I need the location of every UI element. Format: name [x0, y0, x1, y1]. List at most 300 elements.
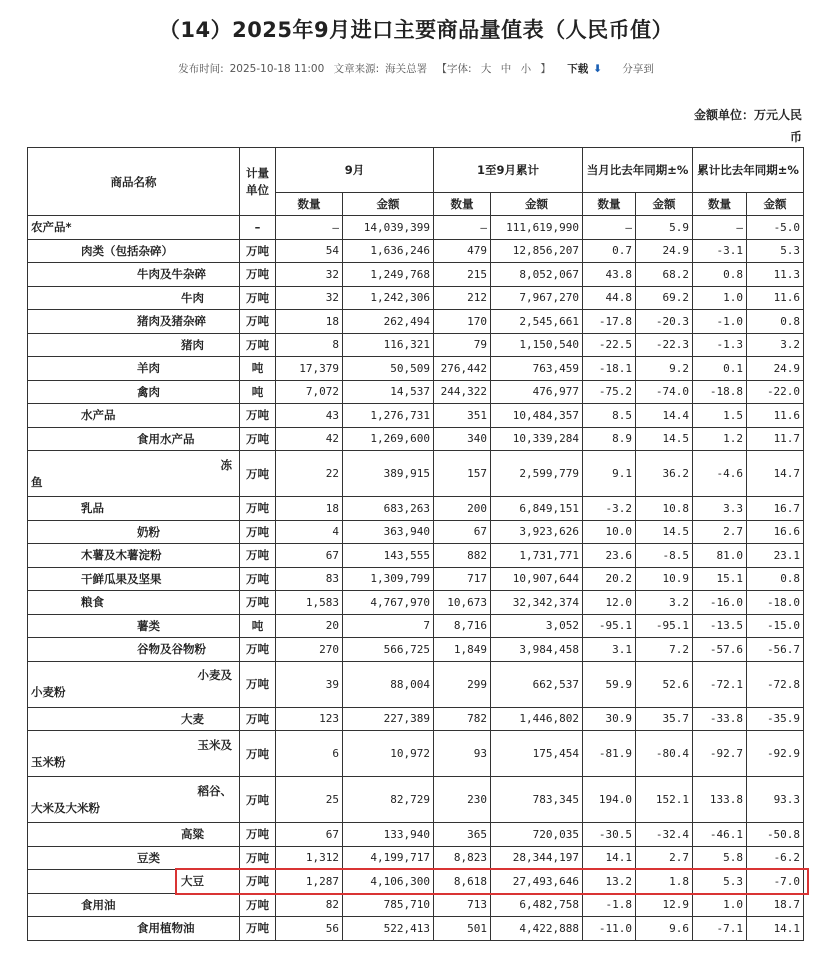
ytd-yoy-amt-cell: -50.8 [747, 823, 804, 847]
table-row [28, 427, 804, 451]
measure-unit: 万吨 [240, 870, 276, 894]
ytd-amt-cell: 1,446,802 [491, 707, 583, 731]
month-yoy-amt-cell: -74.0 [636, 380, 693, 404]
month-yoy-qty-cell: 0.7 [583, 239, 636, 263]
ytd-amt-cell: 10,484,357 [491, 404, 583, 428]
ytd-yoy-amt-cell: 14.7 [747, 451, 804, 497]
ytd-amt-cell: 6,482,758 [491, 893, 583, 917]
month-yoy-qty-cell: -81.9 [583, 731, 636, 777]
ytd-yoy-amt-cell: -6.2 [747, 846, 804, 870]
font-medium-button[interactable]: 中 [500, 63, 512, 75]
sep-qty-cell: 270 [276, 638, 343, 662]
table-row [28, 239, 804, 263]
ytd-yoy-amt-cell: 16.7 [747, 497, 804, 521]
sep-amt-cell: 1,242,306 [343, 286, 434, 310]
table-row [28, 591, 804, 615]
publish-label: 发布时间: [178, 63, 224, 75]
ytd-amt-cell: 783,345 [491, 777, 583, 823]
sep-amt-cell: 522,413 [343, 917, 434, 941]
commodity-name: 高粱 [28, 823, 240, 847]
month-yoy-amt-cell: 36.2 [636, 451, 693, 497]
ytd-yoy-amt-cell: 24.9 [747, 357, 804, 381]
ytd-yoy-qty-cell: 5.3 [693, 870, 747, 894]
month-yoy-amt-cell: -32.4 [636, 823, 693, 847]
ytd-yoy-qty-cell: – [693, 216, 747, 240]
table-row [28, 544, 804, 568]
table-row [28, 638, 804, 662]
month-yoy-amt-cell: 14.5 [636, 427, 693, 451]
commodity-name [28, 731, 240, 777]
ytd-qty-cell: 365 [434, 823, 491, 847]
sep-amt-cell: 566,725 [343, 638, 434, 662]
commodity-name: 牛肉 [28, 286, 240, 310]
font-size-close: 】 [540, 63, 551, 75]
measure-unit: 万吨 [240, 239, 276, 263]
commodity-name: 奶粉 [28, 520, 240, 544]
sep-qty-cell: 18 [276, 497, 343, 521]
ytd-qty-cell: 351 [434, 404, 491, 428]
ytd-qty-cell: 276,442 [434, 357, 491, 381]
ytd-amt-cell: 3,923,626 [491, 520, 583, 544]
font-small-button[interactable]: 小 [520, 63, 532, 75]
ytd-qty-cell: 8,618 [434, 870, 491, 894]
measure-unit: 万吨 [240, 310, 276, 334]
ytd-yoy-amt-cell: 0.8 [747, 310, 804, 334]
import-commodity-table [27, 147, 804, 941]
ytd-yoy-qty-cell: -16.0 [693, 591, 747, 615]
month-yoy-qty-cell: -3.2 [583, 497, 636, 521]
ytd-yoy-amt-cell: 11.3 [747, 263, 804, 287]
commodity-name: 猪肉 [28, 333, 240, 357]
download-link[interactable]: 下载 [567, 63, 589, 75]
commodity-name: 大豆 [28, 870, 240, 894]
table-row [28, 497, 804, 521]
measure-unit: 万吨 [240, 917, 276, 941]
ytd-amt-cell: 28,344,197 [491, 846, 583, 870]
sep-qty-cell: 6 [276, 731, 343, 777]
commodity-name: 食用植物油 [28, 917, 240, 941]
measure-unit: 万吨 [240, 777, 276, 823]
sep-amt-cell: 389,915 [343, 451, 434, 497]
header-amt: 金额 [636, 193, 693, 216]
month-yoy-qty-cell: -17.8 [583, 310, 636, 334]
sep-qty-cell: 67 [276, 544, 343, 568]
ytd-amt-cell: 662,537 [491, 661, 583, 707]
ytd-qty-cell: 882 [434, 544, 491, 568]
sep-amt-cell: 82,729 [343, 777, 434, 823]
ytd-amt-cell: 32,342,374 [491, 591, 583, 615]
header-unit: 计量单位 [240, 148, 276, 216]
ytd-amt-cell: 720,035 [491, 823, 583, 847]
sep-qty-cell: 8 [276, 333, 343, 357]
table-row [28, 661, 804, 707]
month-yoy-amt-cell: -22.3 [636, 333, 693, 357]
table-row [28, 380, 804, 404]
ytd-qty-cell: 93 [434, 731, 491, 777]
share-link[interactable]: 分享到 [622, 63, 654, 75]
measure-unit: 万吨 [240, 707, 276, 731]
month-yoy-amt-cell: 12.9 [636, 893, 693, 917]
sep-amt-cell: 50,509 [343, 357, 434, 381]
ytd-yoy-amt-cell: 23.1 [747, 544, 804, 568]
measure-unit: 万吨 [240, 263, 276, 287]
month-yoy-amt-cell: 69.2 [636, 286, 693, 310]
commodity-name: 豆类 [28, 846, 240, 870]
month-yoy-amt-cell: -80.4 [636, 731, 693, 777]
header-september: 9月 [276, 148, 434, 193]
ytd-yoy-amt-cell: -18.0 [747, 591, 804, 615]
month-yoy-qty-cell: 20.2 [583, 567, 636, 591]
month-yoy-qty-cell: 14.1 [583, 846, 636, 870]
month-yoy-qty-cell: -30.5 [583, 823, 636, 847]
ytd-yoy-amt-cell: -35.9 [747, 707, 804, 731]
sep-qty-cell: 32 [276, 286, 343, 310]
commodity-name: 猪肉及猪杂碎 [28, 310, 240, 334]
ytd-qty-cell: 713 [434, 893, 491, 917]
commodity-name: 农产品* [28, 216, 240, 240]
measure-unit: 万吨 [240, 591, 276, 615]
sep-qty-cell: 4 [276, 520, 343, 544]
ytd-qty-cell: 215 [434, 263, 491, 287]
ytd-qty-cell: 501 [434, 917, 491, 941]
sep-amt-cell: 14,039,399 [343, 216, 434, 240]
table-row-highlighted [28, 870, 804, 894]
ytd-yoy-qty-cell: 81.0 [693, 544, 747, 568]
sep-qty-cell: 43 [276, 404, 343, 428]
ytd-yoy-amt-cell: 18.7 [747, 893, 804, 917]
sep-amt-cell: 363,940 [343, 520, 434, 544]
ytd-amt-cell: 2,545,661 [491, 310, 583, 334]
ytd-yoy-qty-cell: -33.8 [693, 707, 747, 731]
commodity-name [28, 661, 240, 707]
ytd-qty-cell: 8,823 [434, 846, 491, 870]
article-meta [0, 61, 832, 76]
measure-unit: 万吨 [240, 333, 276, 357]
ytd-yoy-qty-cell: -46.1 [693, 823, 747, 847]
header-qty: 数量 [434, 193, 491, 216]
month-yoy-amt-cell: 14.4 [636, 404, 693, 428]
month-yoy-qty-cell: 13.2 [583, 870, 636, 894]
ytd-yoy-amt-cell: 11.7 [747, 427, 804, 451]
table-row [28, 286, 804, 310]
table-row [28, 893, 804, 917]
measure-unit: 万吨 [240, 451, 276, 497]
sep-qty-cell: 1,287 [276, 870, 343, 894]
ytd-yoy-amt-cell: 11.6 [747, 404, 804, 428]
month-yoy-amt-cell: 68.2 [636, 263, 693, 287]
table-row [28, 310, 804, 334]
measure-unit: 万吨 [240, 661, 276, 707]
sep-amt-cell: 88,004 [343, 661, 434, 707]
month-yoy-qty-cell: 59.9 [583, 661, 636, 707]
measure-unit: 万吨 [240, 731, 276, 777]
table-row [28, 567, 804, 591]
measure-unit: 吨 [240, 357, 276, 381]
month-yoy-qty-cell: -11.0 [583, 917, 636, 941]
ytd-yoy-qty-cell: 1.0 [693, 893, 747, 917]
source-label: 文章来源: [333, 63, 380, 75]
sep-qty-cell: 20 [276, 614, 343, 638]
commodity-name: 禽肉 [28, 380, 240, 404]
month-yoy-qty-cell: – [583, 216, 636, 240]
month-yoy-qty-cell: 3.1 [583, 638, 636, 662]
month-yoy-amt-cell: 9.2 [636, 357, 693, 381]
ytd-amt-cell: 10,339,284 [491, 427, 583, 451]
month-yoy-qty-cell: 43.8 [583, 263, 636, 287]
measure-unit: 万吨 [240, 846, 276, 870]
sep-qty-cell: 17,379 [276, 357, 343, 381]
page-title: （14）2025年9月进口主要商品量值表（人民币值） [158, 18, 674, 42]
month-yoy-qty-cell: 8.9 [583, 427, 636, 451]
table-row [28, 451, 804, 497]
ytd-yoy-qty-cell: 1.5 [693, 404, 747, 428]
commodity-name-line2: 玉米粉 [31, 754, 66, 769]
table-row [28, 917, 804, 941]
header-amt: 金额 [747, 193, 804, 216]
sep-qty-cell: 18 [276, 310, 343, 334]
ytd-qty-cell: 1,849 [434, 638, 491, 662]
month-yoy-qty-cell: -18.1 [583, 357, 636, 381]
ytd-yoy-amt-cell: 14.1 [747, 917, 804, 941]
month-yoy-amt-cell: 24.9 [636, 239, 693, 263]
ytd-amt-cell: 3,984,458 [491, 638, 583, 662]
month-yoy-qty-cell: -95.1 [583, 614, 636, 638]
header-commodity-name: 商品名称 [28, 148, 240, 216]
month-yoy-amt-cell: 5.9 [636, 216, 693, 240]
ytd-qty-cell: – [434, 216, 491, 240]
ytd-qty-cell: 717 [434, 567, 491, 591]
header-qty: 数量 [693, 193, 747, 216]
sep-qty-cell: 1,583 [276, 591, 343, 615]
header-qty: 数量 [583, 193, 636, 216]
sep-qty-cell: 32 [276, 263, 343, 287]
ytd-yoy-amt-cell: 16.6 [747, 520, 804, 544]
ytd-yoy-qty-cell: 0.8 [693, 263, 747, 287]
measure-unit: 万吨 [240, 638, 276, 662]
ytd-qty-cell: 8,716 [434, 614, 491, 638]
commodity-name: 牛肉及牛杂碎 [28, 263, 240, 287]
ytd-amt-cell: 763,459 [491, 357, 583, 381]
commodity-name: 干鲜瓜果及坚果 [28, 567, 240, 591]
measure-unit: 吨 [240, 614, 276, 638]
sep-amt-cell: 683,263 [343, 497, 434, 521]
ytd-amt-cell: 111,619,990 [491, 216, 583, 240]
commodity-name-line2: 小麦粉 [31, 685, 66, 699]
ytd-yoy-qty-cell: -1.0 [693, 310, 747, 334]
ytd-yoy-qty-cell: -1.3 [693, 333, 747, 357]
sep-qty-cell: 82 [276, 893, 343, 917]
sep-amt-cell: 262,494 [343, 310, 434, 334]
ytd-yoy-qty-cell: -7.1 [693, 917, 747, 941]
month-yoy-qty-cell: 194.0 [583, 777, 636, 823]
ytd-amt-cell: 3,052 [491, 614, 583, 638]
table-row [28, 731, 804, 777]
header-amt: 金额 [343, 193, 434, 216]
measure-unit: 吨 [240, 380, 276, 404]
ytd-yoy-amt-cell: 11.6 [747, 286, 804, 310]
month-yoy-amt-cell: 10.9 [636, 567, 693, 591]
month-yoy-amt-cell: -8.5 [636, 544, 693, 568]
ytd-yoy-qty-cell: 5.8 [693, 846, 747, 870]
ytd-yoy-amt-cell: -56.7 [747, 638, 804, 662]
ytd-yoy-amt-cell: -7.0 [747, 870, 804, 894]
ytd-qty-cell: 157 [434, 451, 491, 497]
month-yoy-amt-cell: 10.8 [636, 497, 693, 521]
ytd-amt-cell: 12,856,207 [491, 239, 583, 263]
sep-qty-cell: 7,072 [276, 380, 343, 404]
sep-qty-cell: 42 [276, 427, 343, 451]
month-yoy-amt-cell: 14.5 [636, 520, 693, 544]
measure-unit: 万吨 [240, 497, 276, 521]
sep-qty-cell: 39 [276, 661, 343, 707]
table-row [28, 707, 804, 731]
ytd-qty-cell: 299 [434, 661, 491, 707]
sep-amt-cell: 10,972 [343, 731, 434, 777]
sep-amt-cell: 4,106,300 [343, 870, 434, 894]
sep-qty-cell: 1,312 [276, 846, 343, 870]
table-body [28, 216, 804, 941]
table-row [28, 333, 804, 357]
table-row [28, 614, 804, 638]
sep-qty-cell: 56 [276, 917, 343, 941]
ytd-yoy-amt-cell: -22.0 [747, 380, 804, 404]
sep-qty-cell: 54 [276, 239, 343, 263]
measure-unit: 万吨 [240, 286, 276, 310]
ytd-yoy-qty-cell: -92.7 [693, 731, 747, 777]
ytd-yoy-amt-cell: 0.8 [747, 567, 804, 591]
commodity-name-line1: 稻谷、 [197, 783, 232, 798]
sep-amt-cell: 14,537 [343, 380, 434, 404]
month-yoy-amt-cell: 152.1 [636, 777, 693, 823]
source-link[interactable]: 海关总署 [385, 63, 428, 75]
header-qty: 数量 [276, 193, 343, 216]
ytd-yoy-qty-cell: -18.8 [693, 380, 747, 404]
commodity-name: 木薯及木薯淀粉 [28, 544, 240, 568]
commodity-name [28, 777, 240, 823]
sep-amt-cell: 143,555 [343, 544, 434, 568]
ytd-amt-cell: 27,493,646 [491, 870, 583, 894]
download-icon[interactable]: ⬇︎ [593, 63, 603, 75]
month-yoy-qty-cell: -22.5 [583, 333, 636, 357]
ytd-yoy-amt-cell: -92.9 [747, 731, 804, 777]
month-yoy-amt-cell: 9.6 [636, 917, 693, 941]
month-yoy-amt-cell: 2.7 [636, 846, 693, 870]
sep-amt-cell: 785,710 [343, 893, 434, 917]
ytd-yoy-qty-cell: -72.1 [693, 661, 747, 707]
table-row [28, 404, 804, 428]
commodity-name: 谷物及谷物粉 [28, 638, 240, 662]
ytd-yoy-qty-cell: -13.5 [693, 614, 747, 638]
month-yoy-qty-cell: -75.2 [583, 380, 636, 404]
header-ytd-yoy: 累计比去年同期±% [693, 148, 804, 193]
ytd-qty-cell: 67 [434, 520, 491, 544]
commodity-name: 粮食 [28, 591, 240, 615]
commodity-name [28, 451, 240, 497]
sep-amt-cell: 1,249,768 [343, 263, 434, 287]
header-amt: 金额 [491, 193, 583, 216]
ytd-yoy-qty-cell: 1.0 [693, 286, 747, 310]
sep-amt-cell: 1,269,600 [343, 427, 434, 451]
ytd-qty-cell: 230 [434, 777, 491, 823]
commodity-name: 肉类（包括杂碎） [28, 239, 240, 263]
commodity-name: 食用水产品 [28, 427, 240, 451]
ytd-qty-cell: 10,673 [434, 591, 491, 615]
sep-qty-cell: 123 [276, 707, 343, 731]
commodity-name-line2: 鱼 [31, 474, 43, 489]
commodity-name: 羊肉 [28, 357, 240, 381]
table-row [28, 777, 804, 823]
ytd-amt-cell: 4,422,888 [491, 917, 583, 941]
measure-unit: – [240, 216, 276, 240]
ytd-amt-cell: 476,977 [491, 380, 583, 404]
sep-qty-cell: 83 [276, 567, 343, 591]
month-yoy-qty-cell: 9.1 [583, 451, 636, 497]
ytd-yoy-qty-cell: 1.2 [693, 427, 747, 451]
commodity-name-line1: 冻 [220, 457, 232, 472]
ytd-yoy-amt-cell: 93.3 [747, 777, 804, 823]
sep-amt-cell: 227,389 [343, 707, 434, 731]
ytd-amt-cell: 1,150,540 [491, 333, 583, 357]
ytd-yoy-qty-cell: 133.8 [693, 777, 747, 823]
ytd-yoy-qty-cell: 2.7 [693, 520, 747, 544]
ytd-qty-cell: 340 [434, 427, 491, 451]
month-yoy-amt-cell: 3.2 [636, 591, 693, 615]
ytd-yoy-qty-cell: -4.6 [693, 451, 747, 497]
ytd-amt-cell: 6,849,151 [491, 497, 583, 521]
ytd-qty-cell: 170 [434, 310, 491, 334]
ytd-yoy-qty-cell: 3.3 [693, 497, 747, 521]
header-ytd: 1至9月累计 [434, 148, 583, 193]
commodity-name-line1: 玉米及 [197, 737, 232, 752]
ytd-qty-cell: 244,322 [434, 380, 491, 404]
sep-amt-cell: 1,309,799 [343, 567, 434, 591]
month-yoy-qty-cell: 12.0 [583, 591, 636, 615]
ytd-yoy-qty-cell: 0.1 [693, 357, 747, 381]
table-row [28, 846, 804, 870]
measure-unit: 万吨 [240, 404, 276, 428]
ytd-yoy-amt-cell: -72.8 [747, 661, 804, 707]
table-row [28, 263, 804, 287]
font-large-button[interactable]: 大 [480, 63, 492, 75]
commodity-name-line1: 小麦及 [197, 668, 232, 682]
measure-unit: 万吨 [240, 544, 276, 568]
month-yoy-qty-cell: 44.8 [583, 286, 636, 310]
ytd-amt-cell: 2,599,779 [491, 451, 583, 497]
sep-amt-cell: 4,199,717 [343, 846, 434, 870]
publish-time: 2025-10-18 11:00 [229, 63, 325, 75]
ytd-qty-cell: 79 [434, 333, 491, 357]
ytd-qty-cell: 479 [434, 239, 491, 263]
ytd-yoy-amt-cell: 3.2 [747, 333, 804, 357]
month-yoy-amt-cell: 1.8 [636, 870, 693, 894]
ytd-yoy-qty-cell: -3.1 [693, 239, 747, 263]
sep-amt-cell: 1,276,731 [343, 404, 434, 428]
sep-qty-cell: 67 [276, 823, 343, 847]
ytd-amt-cell: 10,907,644 [491, 567, 583, 591]
sep-amt-cell: 1,636,246 [343, 239, 434, 263]
ytd-yoy-amt-cell: -5.0 [747, 216, 804, 240]
commodity-name: 水产品 [28, 404, 240, 428]
ytd-yoy-qty-cell: 15.1 [693, 567, 747, 591]
measure-unit: 万吨 [240, 567, 276, 591]
commodity-name: 乳品 [28, 497, 240, 521]
table-row [28, 823, 804, 847]
ytd-qty-cell: 212 [434, 286, 491, 310]
sep-amt-cell: 7 [343, 614, 434, 638]
ytd-yoy-amt-cell: -15.0 [747, 614, 804, 638]
ytd-qty-cell: 782 [434, 707, 491, 731]
month-yoy-amt-cell: -20.3 [636, 310, 693, 334]
